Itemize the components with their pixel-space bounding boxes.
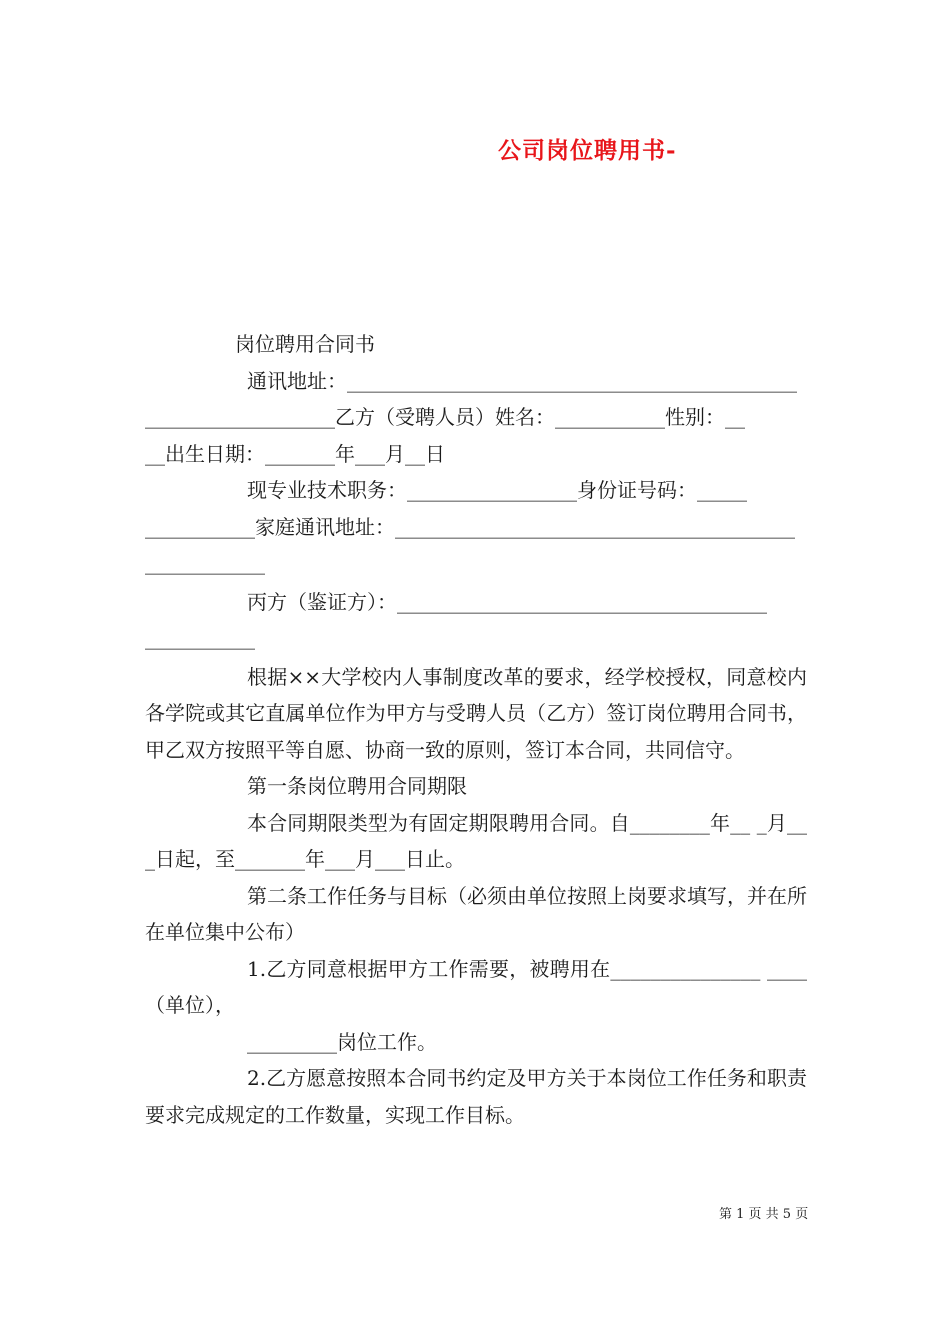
page-footer: 第 1 页 共 5 页 [719, 1207, 809, 1222]
article-two-heading: 第二条工作任务与目标（必须由单位按照上岗要求填写，并在所在单位集中公布） [145, 883, 807, 944]
title-id-line: 现专业技术职务：_________________身份证号码：_____ [247, 478, 747, 502]
home-address-continuation: ____________ [145, 551, 265, 575]
home-address-line: ___________家庭通讯地址：________________________________________ [145, 514, 795, 539]
party-c-continuation: ___________ [145, 626, 255, 650]
party-c-line: 丙方（鉴证方）：_____________________________________ [247, 589, 767, 614]
page-title: 公司岗位聘用书- [498, 137, 677, 164]
document-body [145, 326, 807, 1133]
contract-heading: 岗位聘用合同书 [235, 332, 375, 356]
clause-one-paragraph: 1.乙方同意根据甲方工作需要，被聘用在_______________ ____（单位）， [145, 956, 807, 1017]
address-field: 通讯地址：_____________________________________________ [247, 368, 797, 393]
article-one-heading: 第一条岗位聘用合同期限 [247, 774, 467, 798]
clause-one-position-line: _________岗位工作。 [247, 1029, 437, 1054]
birthdate-line: __出生日期：_______年___月__日 [145, 441, 445, 466]
article-one-paragraph: 本合同期限类型为有固定期限聘用合同。自________年__ _月___日起，至_______年___月___日止。 [145, 810, 807, 871]
clause-two-paragraph: 2.乙方愿意按照本合同书约定及甲方关于本岗位工作任务和职责要求完成规定的工作数量，实现工作目标。 [145, 1066, 807, 1127]
party-b-name-line: ___________________乙方（受聘人员）姓名：___________性别：__ [145, 405, 745, 429]
intro-paragraph: 根据××大学校内人事制度改革的要求，经学校授权，同意校内各学院或其它直属单位作为甲方与受聘人员（乙方）签订岗位聘用合同书，甲乙双方按照平等自愿、协商一致的原则，签订本合同，共同信守。 [145, 664, 807, 762]
